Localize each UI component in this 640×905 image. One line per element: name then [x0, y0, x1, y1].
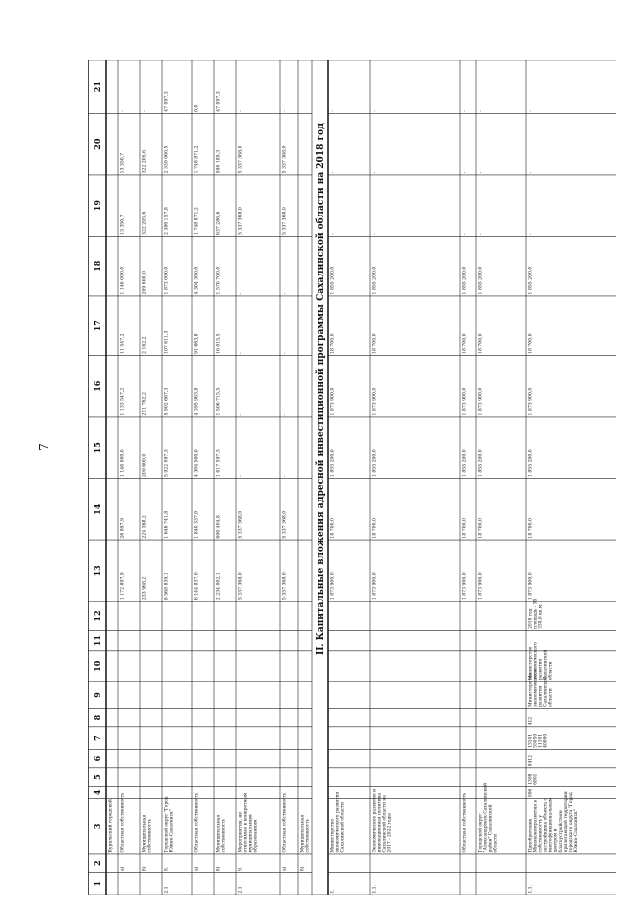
- table-cell: 1 855 200,0: [478, 449, 484, 478]
- table-cell: 590 189,3: [216, 149, 222, 174]
- table-cell: 322 205,6: [142, 211, 148, 235]
- column-number: 19: [92, 200, 102, 212]
- column-number: 10: [92, 660, 102, 672]
- table-cell: 0,0: [194, 104, 200, 112]
- table-cell: Областная собственность: [194, 792, 200, 853]
- table-cell: 18 700,0: [372, 333, 378, 354]
- table-cell: 322 205,6: [142, 149, 148, 174]
- table-cell: -: [372, 110, 378, 112]
- table-cell: 1 855 200,0: [528, 266, 534, 295]
- table-cell: 5 902 667,3: [164, 387, 170, 416]
- table-cell: 1.: [330, 889, 336, 894]
- table-cell: а): [194, 866, 200, 871]
- table-cell: 5 922 097,3: [164, 449, 170, 478]
- table-cell: 2 162,2: [142, 336, 148, 354]
- table-cell: 18 700,0: [528, 518, 534, 539]
- table-cell: 209 600,0: [142, 453, 148, 478]
- table-cell: 1 873 900,0: [462, 572, 468, 601]
- table-cell: 1 570 700,0: [216, 266, 222, 295]
- table-cell: 11 547,2: [120, 333, 126, 354]
- table-cell: 233 968,2: [142, 576, 148, 601]
- table-cell: 5 337 368,0: [238, 207, 244, 235]
- column-number: 12: [92, 610, 102, 622]
- table-cell: 412: [528, 716, 534, 726]
- table-cell: -: [462, 233, 468, 235]
- table-cell: 1 855 200,0: [462, 266, 468, 295]
- table-cell: 8.: [164, 866, 170, 871]
- table-cell: 1 855 200,0: [330, 449, 336, 478]
- table-cell: 0412: [528, 755, 534, 767]
- table-cell: 5 337 368,0: [238, 572, 244, 601]
- column-number: 6: [92, 755, 102, 762]
- table-cell: 18 700,0: [330, 518, 336, 539]
- table-cell: 1 855 200,0: [372, 266, 378, 295]
- table-cell: -: [462, 110, 468, 112]
- table-cell: 1 646 741,8: [164, 510, 170, 539]
- table-cell: ПриобретениеМинэкономразвития всобственность узастройщика объекта смногофункциональнымцентром иблагоустройствомприлегающей территориигородского округа "ГородЮжно-Сахалинск": [528, 791, 579, 853]
- table-cell: 47 097,3: [216, 91, 222, 112]
- table-cell: 4 304 500,0: [194, 449, 200, 478]
- table-cell: 1 146 000,0: [120, 449, 126, 478]
- table-cell: 6 144 837,0: [194, 572, 200, 601]
- table-cell: Курильский городской: [108, 799, 114, 853]
- table-cell: 224 368,2: [142, 515, 148, 539]
- table-cell: б): [300, 866, 306, 871]
- table-cell: -: [372, 171, 378, 174]
- column-number: 5: [92, 774, 102, 780]
- table-cell: 1 873 900,0: [330, 572, 336, 601]
- table-cell: Областная собственность: [120, 792, 126, 853]
- table-cell: Экономическое развитие иинновационная политикаСахалинской области на2017 - 2022 годы: [372, 788, 393, 853]
- column-number: 1: [92, 880, 102, 887]
- table-cell: Министерствоэкономического развитияСахалинской области: [330, 791, 346, 853]
- table-cell: 2 339 060,5: [164, 145, 170, 174]
- table-cell: 13 350,7: [120, 214, 126, 235]
- column-number: 9: [92, 692, 102, 698]
- table-cell: 18 700,0: [462, 333, 468, 354]
- table-cell: 9.: [238, 866, 244, 871]
- table-cell: -: [528, 171, 534, 174]
- table-cell: 1 873 900,0: [372, 572, 378, 601]
- column-number: 8: [92, 714, 102, 721]
- column-number: 20: [92, 138, 102, 150]
- table-cell: Городской округ"Александровск-Сахалинскийрайон" Сахалинскойобласти: [478, 782, 499, 853]
- table-cell: 4 304 300,0: [194, 266, 200, 295]
- table-cell: 5 337 368,0: [238, 145, 244, 174]
- table-cell: Муниципальнаясобственность: [300, 814, 311, 853]
- table-cell: -: [120, 110, 126, 112]
- table-cell: -: [478, 110, 484, 112]
- table-cell: -: [282, 292, 288, 295]
- table-cell: 1 506 715,5: [216, 387, 222, 416]
- table-cell: 1 873 900,0: [330, 387, 336, 416]
- table-cell: 18 700,0: [330, 333, 336, 354]
- table-cell: Муниципальнаясобственность: [216, 814, 227, 853]
- table-svg: [88, 60, 616, 895]
- table-cell: 1 146 000,0: [120, 266, 126, 295]
- table-cell: 637 286,6: [216, 211, 222, 235]
- column-number: 2: [92, 860, 102, 866]
- table-cell: 1 172 897,9: [120, 572, 126, 601]
- table-cell: -: [330, 171, 336, 174]
- table-cell: 18 700,0: [462, 518, 468, 539]
- table-cell: а): [282, 866, 288, 871]
- table-cell: -: [238, 475, 244, 478]
- table-cell: 18 700,0: [528, 333, 534, 354]
- table-cell: 1 855 200,0: [478, 266, 484, 295]
- table-cell: 13 350,7: [120, 152, 126, 174]
- table-cell: Городской округ "ГородЮжно-Сахалинск": [164, 796, 175, 853]
- table-cell: 91 663,8: [194, 333, 200, 354]
- table-cell: 18 700,0: [478, 333, 484, 354]
- table-cell: -: [478, 233, 484, 235]
- table-cell: 1 617 597,3: [216, 449, 222, 478]
- table-cell: Областная собственность: [282, 792, 288, 853]
- table-cell: 1 873 900,0: [462, 387, 468, 416]
- table-cell: Муниципальнаясобственность: [142, 814, 153, 853]
- table-cell: -: [238, 292, 244, 295]
- table-cell: 18 700,0: [372, 518, 378, 539]
- table-cell: -: [330, 110, 336, 112]
- table-cell: а): [120, 866, 126, 871]
- table-cell: 5 337 368,0: [238, 510, 244, 539]
- table-cell: 606 404,8: [216, 515, 222, 539]
- table-cell: -: [330, 233, 336, 235]
- table-cell: Областная собственность: [462, 792, 468, 853]
- table-cell: 006: [528, 788, 534, 798]
- page-number: 7: [36, 443, 51, 451]
- table-cell: 1 748 871,2: [194, 207, 200, 235]
- table-cell: 2.1: [164, 886, 170, 894]
- column-number: 17: [92, 320, 102, 332]
- table-cell: -: [282, 413, 288, 416]
- table-cell: 1 873 900,0: [528, 387, 534, 416]
- table-cell: 5 337 368,0: [282, 145, 288, 174]
- table-cell: 1 855 200,0: [372, 449, 378, 478]
- table-cell: -: [372, 233, 378, 235]
- table-cell: 1.1.: [528, 885, 534, 894]
- table-cell: -: [142, 110, 148, 112]
- table-cell: 1 873 900,0: [478, 387, 484, 416]
- table-cell: -: [282, 352, 288, 354]
- document-table: [88, 60, 616, 895]
- table-cell: 1 855 200,0: [330, 266, 336, 295]
- table-cell: -: [238, 352, 244, 354]
- table-cell: 26 897,9: [120, 518, 126, 539]
- table-cell: 47 097,3: [164, 91, 170, 112]
- table-cell: -: [238, 110, 244, 112]
- table-cell: 8 568 839,1: [164, 572, 170, 601]
- table-cell: 5 337 368,0: [282, 572, 288, 601]
- column-number: 18: [92, 260, 102, 272]
- table-cell: 13086801: [528, 773, 539, 785]
- section-title: II. Капитальные вложения адресной инвестиционной программы Сахалинской области на 2018 год: [316, 123, 326, 655]
- table-cell: -: [478, 171, 484, 174]
- table-cell: 2 386 157,8: [164, 207, 170, 235]
- table-cell: -: [238, 413, 244, 416]
- table-cell: б): [142, 866, 148, 871]
- table-cell: 4 395 963,8: [194, 387, 200, 416]
- table-cell: 1 748 871,2: [194, 145, 200, 174]
- table-cell: 107 611,3: [164, 330, 170, 354]
- table-cell: 13101550501110140090: [528, 733, 549, 748]
- table-cell: -: [282, 110, 288, 112]
- column-number: 7: [92, 735, 102, 741]
- table-cell: 211 762,2: [142, 392, 148, 416]
- table-cell: 5 337 368,0: [282, 510, 288, 539]
- table-cell: МинистерствоэкономическогоразвитияСахалинскойобласти: [528, 668, 554, 707]
- table-cell: 2 234 002,1: [216, 572, 222, 601]
- column-number: 4: [92, 789, 102, 796]
- table-cell: 1 873 900,0: [372, 387, 378, 416]
- table-cell: Мероприятия, неотносимые к конкретныммуниципальнымобразованиям: [238, 792, 259, 853]
- table-cell: 18 700,0: [478, 518, 484, 539]
- table-cell: 1.1.: [372, 885, 378, 894]
- column-number: 14: [92, 503, 102, 515]
- column-number: 16: [92, 380, 102, 392]
- table-cell: 1 873 900,0: [478, 572, 484, 601]
- table-cell: -: [462, 171, 468, 174]
- column-number: 15: [92, 442, 102, 454]
- table-cell: 209 600,0: [142, 271, 148, 295]
- table-cell: -: [282, 475, 288, 478]
- table-cell: МинистерствоэкономическогоразвитияСахалинскойобласти: [528, 642, 554, 681]
- table-cell: 1 133 547,2: [120, 387, 126, 416]
- table-cell: 1 873 900,0: [528, 572, 534, 601]
- column-number: 21: [92, 81, 102, 93]
- table-cell: 1 840 337,0: [194, 510, 200, 539]
- table-cell: б): [216, 866, 222, 871]
- table-cell: 16 015,5: [216, 333, 222, 354]
- table-cell: 5 337 368,0: [282, 207, 288, 235]
- table-cell: -: [528, 110, 534, 112]
- column-number: 11: [92, 635, 102, 647]
- table-cell: -: [528, 233, 534, 235]
- table-cell: 1 873 000,0: [164, 266, 170, 295]
- table-cell: 2018 годплощадь - 38338,6 кв.м.: [528, 598, 544, 629]
- column-number: 3: [92, 823, 102, 830]
- table-cell: 1 855 200,0: [462, 449, 468, 478]
- table-cell: 2.1: [238, 886, 244, 894]
- table-cell: 1 855 200,0: [528, 449, 534, 478]
- column-number: 13: [92, 565, 102, 577]
